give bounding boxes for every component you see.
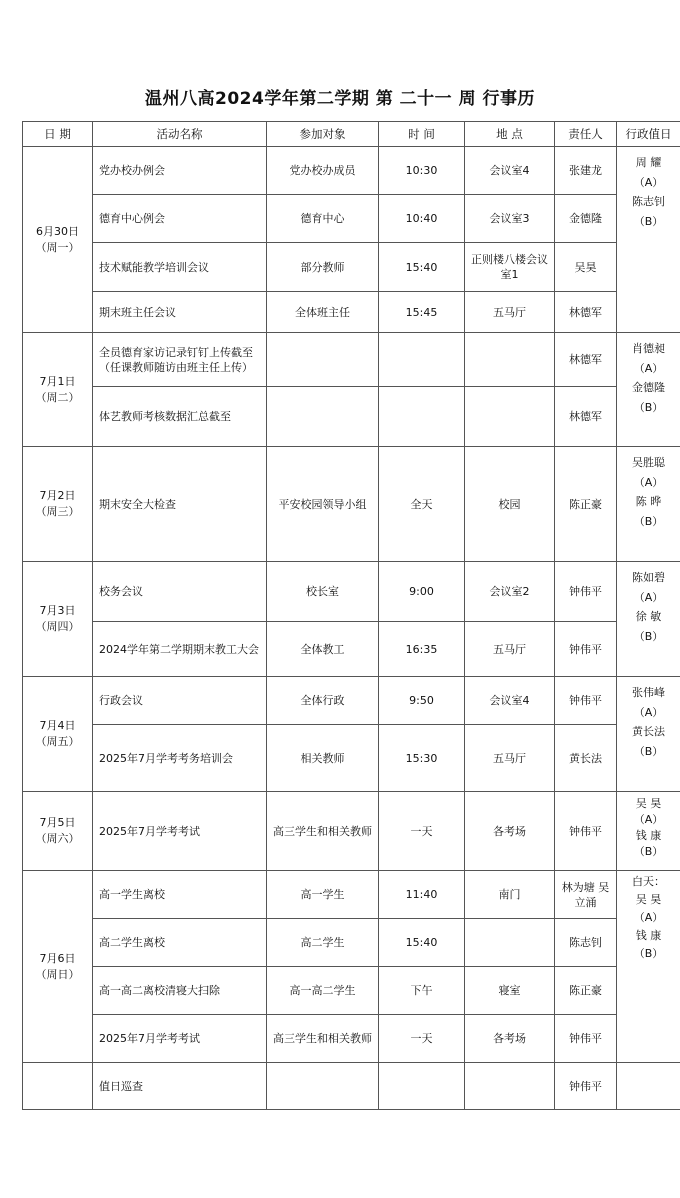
activity-cell: 德育中心例会 <box>93 195 267 243</box>
table-row <box>23 292 680 333</box>
col-header-activity: 活动名称 <box>93 122 267 147</box>
owner-cell: 吴昊 <box>555 243 617 292</box>
table-row <box>23 1015 680 1063</box>
time-cell: 11:40 <box>379 871 465 919</box>
date-cell: 7月1日 （周二） <box>23 333 93 447</box>
owner-cell: 陈正豪 <box>555 967 617 1015</box>
duty-cell: 周 耀 （A） 陈志钊 （B） <box>617 147 680 333</box>
table-row <box>23 387 680 447</box>
place-cell: 各考场 <box>465 1015 555 1063</box>
time-cell: 全天 <box>379 447 465 562</box>
activity-cell: 体艺教师考核数据汇总截至 <box>93 387 267 447</box>
table-row <box>23 967 680 1015</box>
duty-cell: 吴胜聪 （A） 陈 晔 （B） <box>617 447 680 562</box>
table-row <box>23 195 680 243</box>
activity-cell: 校务会议 <box>93 562 267 622</box>
time-cell: 10:40 <box>379 195 465 243</box>
date-cell: 7月3日 （周四） <box>23 562 93 677</box>
participants-cell <box>267 333 379 387</box>
place-cell: 五马厅 <box>465 292 555 333</box>
schedule-table <box>22 121 680 1110</box>
duty-cell: 张伟峰 （A） 黄长法 （B） <box>617 677 680 792</box>
activity-cell: 2025年7月学考考试 <box>93 1015 267 1063</box>
participants-cell: 相关教师 <box>267 725 379 792</box>
activity-cell: 高一高二离校清寝大扫除 <box>93 967 267 1015</box>
time-cell: 一天 <box>379 1015 465 1063</box>
table-row <box>23 147 680 195</box>
duty-cell: 白天： 吴 昊 （A） 钱 康 （B） <box>617 871 680 1063</box>
activity-cell: 高二学生离校 <box>93 919 267 967</box>
table-row <box>23 725 680 792</box>
place-cell: 寝室 <box>465 967 555 1015</box>
place-cell <box>465 387 555 447</box>
owner-cell: 陈正豪 <box>555 447 617 562</box>
time-cell: 10:30 <box>379 147 465 195</box>
time-cell <box>379 387 465 447</box>
participants-cell: 高二学生 <box>267 919 379 967</box>
duty-cell: 吴 昊 （A） 钱 康 （B） <box>617 792 680 871</box>
participants-cell: 全体班主任 <box>267 292 379 333</box>
place-cell: 会议室4 <box>465 147 555 195</box>
owner-cell: 金德隆 <box>555 195 617 243</box>
owner-cell: 钟伟平 <box>555 622 617 677</box>
participants-cell: 全体教工 <box>267 622 379 677</box>
owner-cell: 黄长法 <box>555 725 617 792</box>
duty-cell: 肖德昶 （A） 金德隆 （B） <box>617 333 680 447</box>
place-cell: 五马厅 <box>465 622 555 677</box>
place-cell: 南门 <box>465 871 555 919</box>
place-cell <box>465 1063 555 1110</box>
place-cell <box>465 919 555 967</box>
owner-cell: 林德军 <box>555 333 617 387</box>
col-header-time: 时 间 <box>379 122 465 147</box>
activity-cell: 全员德育家访记录钉钉上传截至（任课教师随访由班主任上传） <box>93 333 267 387</box>
activity-cell: 2025年7月学考考务培训会 <box>93 725 267 792</box>
participants-cell: 高三学生和相关教师 <box>267 1015 379 1063</box>
time-cell <box>379 333 465 387</box>
place-cell: 五马厅 <box>465 725 555 792</box>
participants-cell: 平安校园领导小组 <box>267 447 379 562</box>
time-cell: 9:50 <box>379 677 465 725</box>
owner-cell: 钟伟平 <box>555 792 617 871</box>
table-row <box>23 677 680 725</box>
table-row <box>23 243 680 292</box>
participants-cell: 高一学生 <box>267 871 379 919</box>
col-header-participants: 参加对象 <box>267 122 379 147</box>
owner-cell: 林德军 <box>555 387 617 447</box>
activity-cell: 党办校办例会 <box>93 147 267 195</box>
activity-cell: 2024学年第二学期期末教工大会 <box>93 622 267 677</box>
activity-cell: 2025年7月学考考试 <box>93 792 267 871</box>
page-title: 温州八高2024学年第二学期 第 二十一 周 行事历 <box>145 89 535 109</box>
activity-cell: 行政会议 <box>93 677 267 725</box>
participants-cell: 全体行政 <box>267 677 379 725</box>
duty-cell: 陈如碧 （A） 徐 敏 （B） <box>617 562 680 677</box>
place-cell: 会议室3 <box>465 195 555 243</box>
time-cell: 下午 <box>379 967 465 1015</box>
time-cell: 16:35 <box>379 622 465 677</box>
activity-cell: 期末安全大检查 <box>93 447 267 562</box>
date-cell: 7月6日 （周日） <box>23 871 93 1063</box>
owner-cell: 张建龙 <box>555 147 617 195</box>
table-row <box>23 333 680 387</box>
time-cell: 15:40 <box>379 919 465 967</box>
time-cell: 15:45 <box>379 292 465 333</box>
place-cell: 会议室4 <box>465 677 555 725</box>
date-cell <box>23 1063 93 1110</box>
activity-cell: 高一学生离校 <box>93 871 267 919</box>
owner-cell: 钟伟平 <box>555 677 617 725</box>
activity-cell: 技术赋能教学培训会议 <box>93 243 267 292</box>
date-cell: 7月2日 （周三） <box>23 447 93 562</box>
time-cell: 15:40 <box>379 243 465 292</box>
table-row <box>23 622 680 677</box>
owner-cell: 林德军 <box>555 292 617 333</box>
owner-cell: 钟伟平 <box>555 562 617 622</box>
owner-cell: 林为塘 吴立涌 <box>555 871 617 919</box>
col-header-date: 日 期 <box>23 122 93 147</box>
col-header-place: 地 点 <box>465 122 555 147</box>
place-cell: 正则楼八楼会议室1 <box>465 243 555 292</box>
place-cell: 会议室2 <box>465 562 555 622</box>
participants-cell: 部分教师 <box>267 243 379 292</box>
owner-cell: 钟伟平 <box>555 1015 617 1063</box>
owner-cell: 陈志钊 <box>555 919 617 967</box>
table-row <box>23 447 680 562</box>
activity-cell: 期末班主任会议 <box>93 292 267 333</box>
table-row <box>23 562 680 622</box>
place-cell: 各考场 <box>465 792 555 871</box>
time-cell: 15:30 <box>379 725 465 792</box>
participants-cell: 德育中心 <box>267 195 379 243</box>
participants-cell: 高一高二学生 <box>267 967 379 1015</box>
col-header-duty: 行政值日 <box>617 122 680 147</box>
place-cell: 校园 <box>465 447 555 562</box>
header-row <box>23 122 680 147</box>
participants-cell <box>267 1063 379 1110</box>
date-cell: 7月5日 （周六） <box>23 792 93 871</box>
participants-cell <box>267 387 379 447</box>
date-cell: 7月4日 （周五） <box>23 677 93 792</box>
table-row <box>23 919 680 967</box>
table-row <box>23 792 680 871</box>
owner-cell: 钟伟平 <box>555 1063 617 1110</box>
time-cell: 9:00 <box>379 562 465 622</box>
time-cell <box>379 1063 465 1110</box>
col-header-owner: 责任人 <box>555 122 617 147</box>
activity-cell: 值日巡查 <box>93 1063 267 1110</box>
participants-cell: 党办校办成员 <box>267 147 379 195</box>
participants-cell: 高三学生和相关教师 <box>267 792 379 871</box>
table-row <box>23 871 680 919</box>
time-cell: 一天 <box>379 792 465 871</box>
date-cell: 6月30日 （周一） <box>23 147 93 333</box>
duty-cell <box>617 1063 680 1110</box>
table-row <box>23 1063 680 1110</box>
place-cell <box>465 333 555 387</box>
participants-cell: 校长室 <box>267 562 379 622</box>
